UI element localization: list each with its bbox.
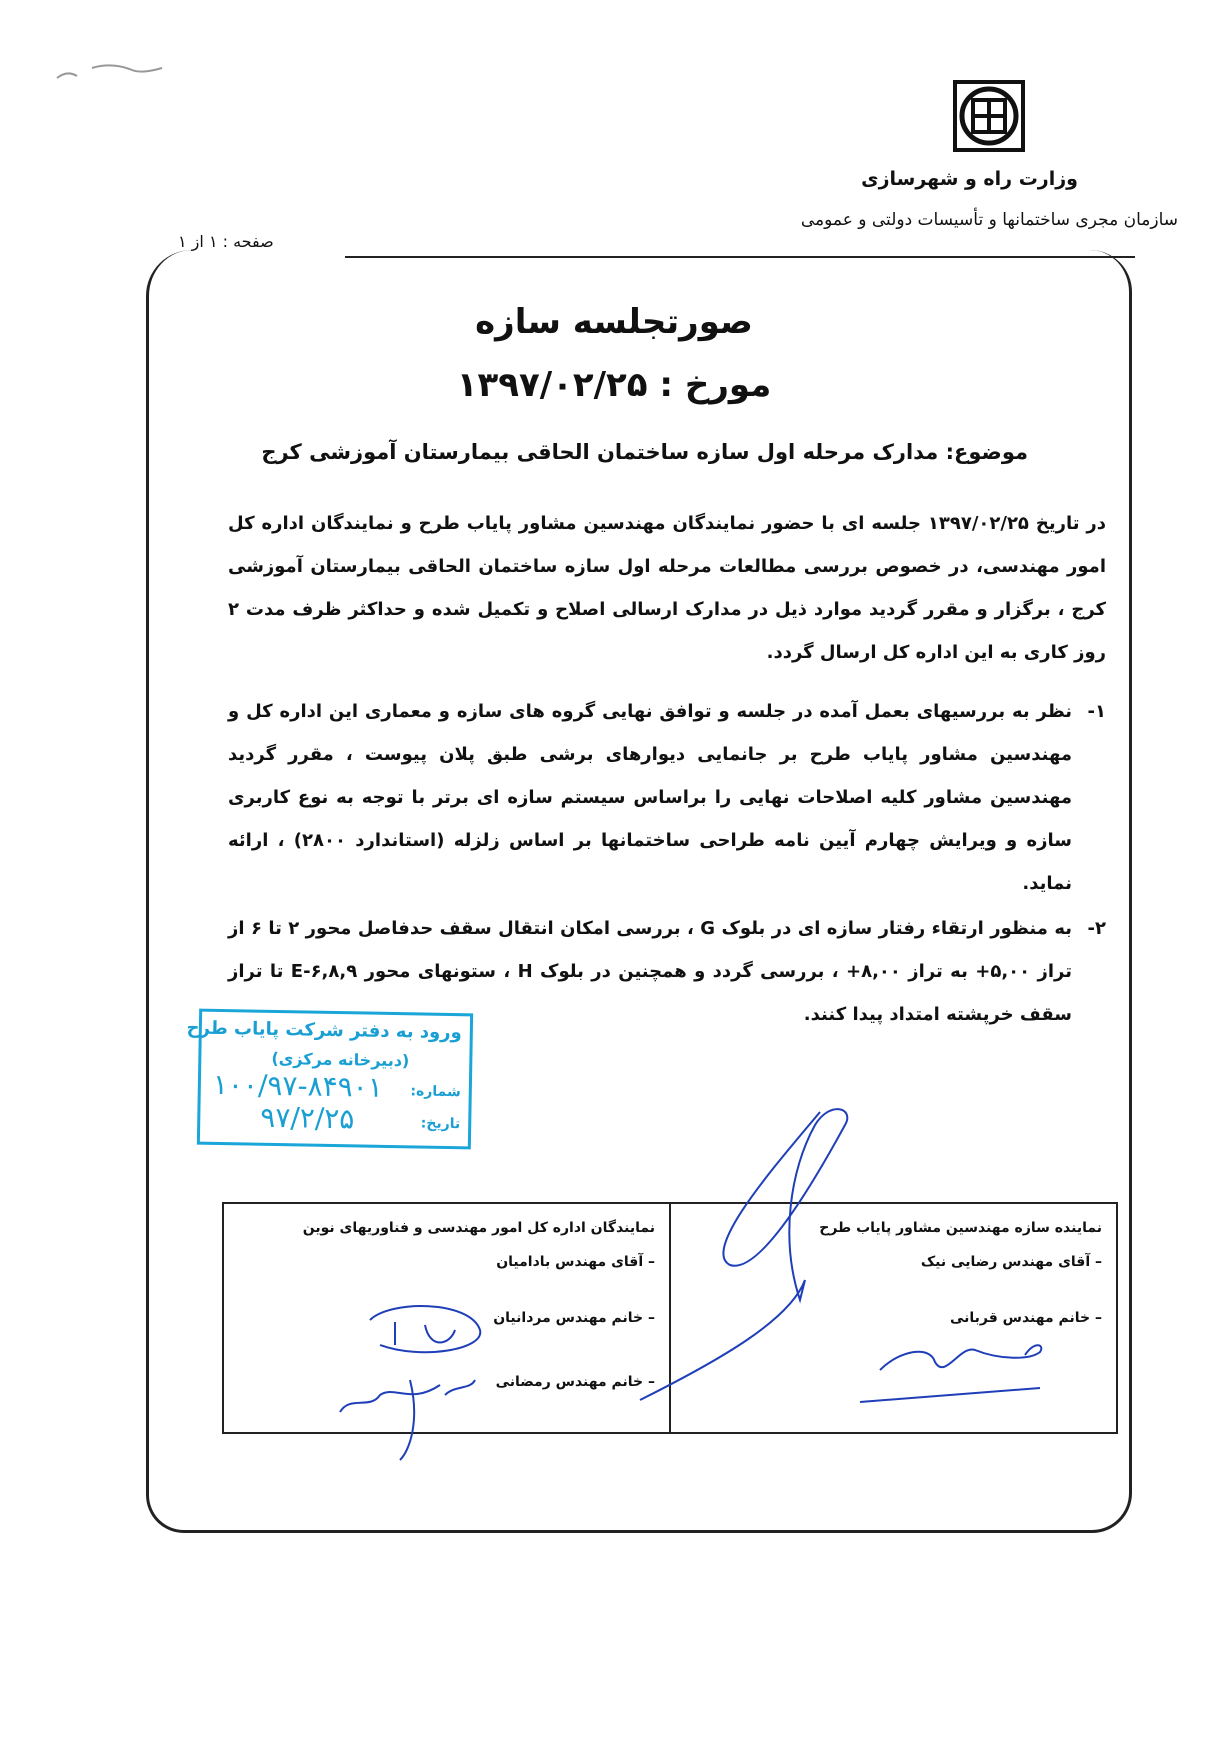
signatory: – خانم مهندس قربانی (949, 1310, 1102, 1326)
list-item (228, 690, 1106, 905)
stamp-line-2: (دبیرخانه مرکزی) (271, 1048, 410, 1071)
department-heading: نمایندگان اداره کل امور مهندسی و فناوریهای نوین (302, 1220, 655, 1236)
stamp-number-value: ۱۰۰/۹۷-۸۴۹۰۱ (212, 1067, 384, 1104)
item-number: ۱- (1087, 701, 1106, 722)
receipt-stamp (186, 1009, 473, 1150)
signature-table (222, 1202, 1118, 1434)
decision-list (228, 690, 1106, 1036)
consultant-heading: نماینده سازه مهندسین مشاور پایاب طرح (819, 1220, 1102, 1236)
stamp-number-label: شماره: (410, 1083, 461, 1101)
ministry-name: وزارت راه و شهرسازی (861, 168, 1078, 190)
signatory: – خانم مهندس مردانیان (493, 1310, 655, 1326)
item-text: نظر به بررسیهای بعمل آمده در جلسه و توافق نهایی گروه های سازه و معماری این اداره کل و مهندسین مشاور پایاب طرح بر جانمایی دیوارهای برشی طبق پلان پیوست ، مقرر گردید مهندسین مشاور کلیه اصلاحات نهایی را براساس سیستم سازه ای برتر با توجه به نوع کاربری سازه و ویرایش چهارم آیین نامه طراحی ساختمانها بر اساس زلزله (استاندارد ۲۸۰۰) ، ارائه نماید. (228, 701, 1072, 894)
document-subject: موضوع: مدارک مرحله اول سازه ساختمان الحاقی بیمارستان آموزشی کرج (261, 440, 1028, 464)
stamp-date-label: تاریخ: (420, 1115, 461, 1133)
ministry-logo-icon (953, 80, 1025, 152)
page-number: صفحه : ۱ از ۱ (178, 232, 274, 251)
organization-name: سازمان مجری ساختمانها و تأسیسات دولتی و عمومی (800, 210, 1178, 230)
department-signature-column (224, 1204, 671, 1432)
signatory: – آقای مهندس بادامیان (496, 1254, 655, 1270)
stamp-line-1: ورود به دفتر شرکت پایاب طرح (186, 1017, 463, 1044)
item-number: ۲- (1087, 918, 1106, 939)
intro-paragraph: در تاریخ ۱۳۹۷/۰۲/۲۵ جلسه ای با حضور نمایندگان مهندسین مشاور پایاب طرح و نمایندگان اداره کل امور مهندسی، در خصوص بررسی مطالعات مرحله اول سازه ساختمان الحاقی بیمارستان آموزشی کرج ، برگزار و مقرر گردید موارد ذیل در مدارک ارسالی اصلاح و تکمیل شده و حداکثر ظرف مدت ۲ روز کاری به این اداره کل ارسال گردد. (228, 513, 1106, 663)
signatory: – آقای مهندس رضایی نیک (920, 1254, 1102, 1270)
document-title: صورتجلسه سازه (475, 302, 753, 342)
frame-top-line (345, 256, 1135, 258)
corner-scribble (52, 58, 182, 88)
item-text: به منظور ارتقاء رفتار سازه ای در بلوک G ، بررسی امکان انتقال سقف حدفاصل محور ۲ تا ۶ از تراز ۵,۰۰+ به تراز ۸,۰۰+ ، بررسی گردد و همچنین در بلوک H ، ستونهای محور E-۶,۸,۹ تا تراز سقف خرپشته امتداد پیدا کنند. (228, 918, 1073, 1025)
document-date: مورخ : ۱۳۹۷/۰۲/۲۵ (456, 365, 772, 405)
stamp-date-value: ۹۷/۲/۲۵ (260, 1100, 355, 1136)
signatory: – خانم مهندس رمضانی (495, 1374, 655, 1390)
consultant-signature-column (671, 1204, 1116, 1432)
